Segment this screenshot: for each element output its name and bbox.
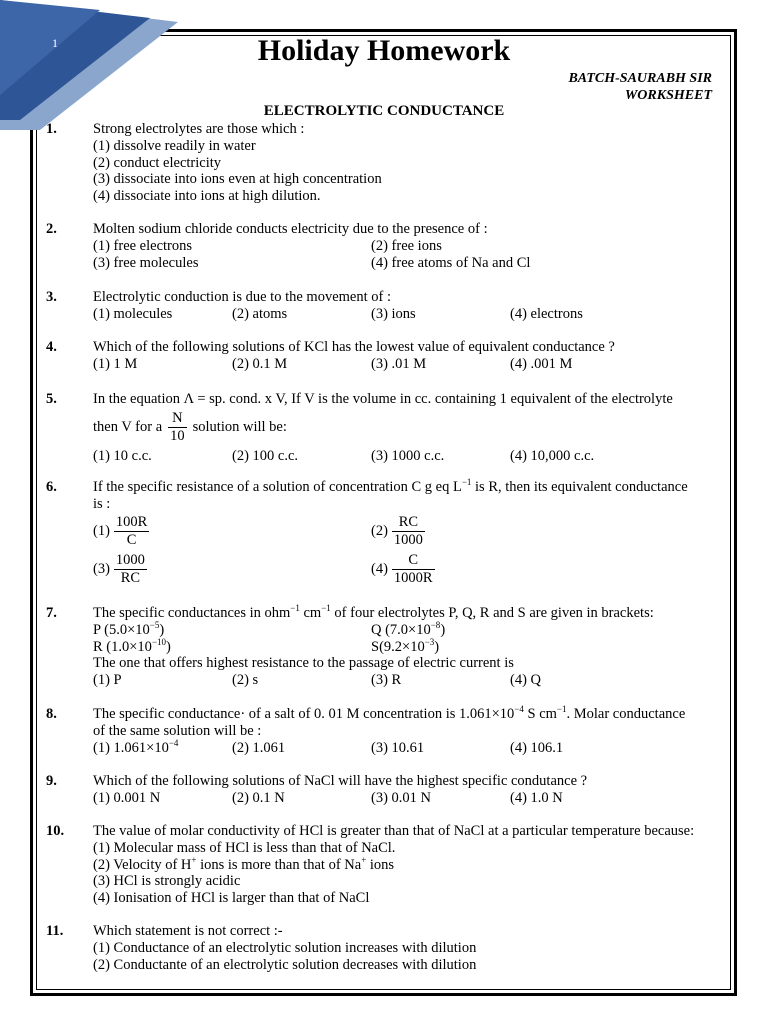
- option: (1) dissolve readily in water: [93, 137, 256, 154]
- option: (1) 10 c.c.: [93, 447, 152, 464]
- question-number: 8.: [46, 706, 57, 722]
- fraction: [392, 514, 425, 549]
- question-number: 4.: [46, 339, 57, 355]
- question-stem: [93, 706, 723, 723]
- worksheet-label: WORKSHEET: [624, 88, 712, 103]
- question-number: 1.: [46, 121, 57, 137]
- page-number: 1: [52, 36, 58, 50]
- fraction: [114, 552, 147, 587]
- question-number: 7.: [46, 605, 57, 621]
- option: (3) free molecules: [93, 254, 199, 271]
- option: (2) atoms: [232, 305, 288, 322]
- option-1: [93, 513, 371, 551]
- question-stem: [93, 605, 723, 622]
- option: (4) 1.0 N: [510, 789, 563, 806]
- option: (1) 1 M: [93, 355, 138, 372]
- option: (2) Conductante of an electrolytic solution decreases with dilution: [93, 956, 477, 973]
- option: (4) Q: [510, 672, 542, 689]
- question-stem: The value of molar conductivity of HCl is greater than that of NaCl at a particular temperature because:: [93, 823, 695, 839]
- option: (1) $1.061\times 10^{-4}$: [93, 737, 179, 756]
- option: (3) 10.61: [371, 739, 425, 756]
- stem-text: If the specific resistance of a solution of concentration C g eq L: [93, 479, 462, 495]
- option: (4) electrons: [510, 305, 583, 322]
- stem-text: The specific conductances in ohm: [93, 605, 291, 621]
- option: (3) R: [371, 672, 402, 689]
- fraction-numerator: 100R: [115, 514, 148, 531]
- option: (1) free electrons: [93, 237, 193, 254]
- option: (1) Conductance of an electrolytic solution increases with dilution: [93, 939, 477, 956]
- data-item: R $(1.0\times 10^{-10})$: [93, 636, 171, 655]
- option: (2) Velocity of H+ ions is more than that of Na+ ions: [93, 854, 395, 873]
- option-3: [93, 551, 371, 589]
- fraction-n-over-10: [168, 410, 187, 445]
- fraction-denominator: C: [126, 532, 137, 549]
- superscript: −1: [461, 477, 472, 488]
- page-title: Holiday Homework: [257, 34, 511, 67]
- batch-label: BATCH-SAURABH SIR: [568, 71, 712, 86]
- data-item: $S(9.2\times 10^{-3})$: [371, 636, 440, 655]
- question-stem-cont: of the same solution will be :: [93, 722, 262, 739]
- fraction-numerator: N: [168, 410, 187, 428]
- question-stem: In the equation Λ = sp. cond. x V, If V is the volume in cc. containing 1 equivalent of the electrolyte: [93, 391, 673, 407]
- option-label: (2): [371, 523, 388, 540]
- fraction-denominator: 10: [170, 428, 185, 445]
- option: (3) 0.01 N: [371, 789, 432, 806]
- question-stem: Which statement is not correct :-: [93, 923, 283, 939]
- question-stem-cont: is :: [93, 495, 111, 512]
- data-item: Q $(7.0\times 10^{-8})$: [371, 619, 446, 638]
- worksheet-subtitle: ELECTROLYTIC CONDUCTANCE: [263, 103, 505, 119]
- question-number: 6.: [46, 479, 57, 495]
- fraction-denominator: 1000R: [393, 570, 433, 587]
- option: (3) 1000 c.c.: [371, 447, 445, 464]
- option: (1) molecules: [93, 305, 173, 322]
- option: (4) 106.1: [510, 739, 564, 756]
- stem-text: is R, then its equivalent conductance: [471, 479, 688, 495]
- fraction-numerator: 1000: [115, 552, 145, 569]
- option: (2) 0.1 N: [232, 789, 285, 806]
- option-2: [371, 513, 427, 551]
- question-stem-cont: solution will be:: [192, 419, 287, 436]
- option: (1) Molecular mass of HCl is less than that of NaCl.: [93, 839, 396, 856]
- option: (2) s: [232, 672, 259, 689]
- stem-text: The specific conductance· of a salt of 0. 01 M concentration is 1.061×10: [93, 706, 515, 722]
- fraction-denominator: RC: [120, 570, 141, 587]
- fraction: [392, 552, 435, 587]
- option-4: [371, 551, 437, 589]
- option: (2) free ions: [371, 237, 442, 254]
- option: (3) .01 M: [371, 355, 427, 372]
- batch-info: [568, 70, 712, 104]
- fraction-numerator: C: [392, 552, 435, 570]
- option: (3) HCl is strongly acidic: [93, 873, 241, 890]
- question-number: 9.: [46, 773, 57, 789]
- question-stem: Molten sodium chloride conducts electricity due to the presence of :: [93, 221, 488, 237]
- option: (3) ions: [371, 305, 416, 322]
- question-number: 10.: [46, 823, 65, 839]
- fraction-numerator: RC: [392, 514, 425, 532]
- option: (2) 100 c.c.: [232, 447, 299, 464]
- question-stem: [93, 479, 723, 496]
- question-stem-cont: The one that offers highest resistance to the passage of electric current is: [93, 655, 514, 672]
- stem-text: S cm: [523, 706, 557, 722]
- question-number: 3.: [46, 289, 57, 305]
- question-stem: Which of the following solutions of KCl has the lowest value of equivalent conductance ?: [93, 339, 615, 355]
- question-stem: Electrolytic conduction is due to the movement of :: [93, 289, 391, 305]
- stem-text: . Molar conductance: [566, 706, 686, 722]
- data-item: P $(5.0\times 10^{-5})$: [93, 619, 165, 638]
- superscript: −4: [514, 704, 524, 715]
- option-label: (4): [371, 561, 388, 578]
- fraction-denominator: 1000: [393, 532, 423, 549]
- question-number: 11.: [46, 923, 64, 939]
- option: (2) 1.061: [232, 739, 286, 756]
- question-number: 5.: [46, 391, 57, 407]
- option: (2) conduct electricity: [93, 154, 222, 171]
- option: (4) 10,000 c.c.: [510, 447, 595, 464]
- stem-text: cm: [299, 605, 322, 621]
- option: (2) 0.1 M: [232, 355, 288, 372]
- stem-text: of four electrolytes P, Q, R and S are given in brackets:: [330, 605, 654, 621]
- option: (4) dissociate into ions at high dilution.: [93, 188, 321, 205]
- option: (1) P: [93, 672, 122, 689]
- option-label: (1): [93, 523, 110, 540]
- question-stem: Strong electrolytes are those which :: [93, 121, 305, 137]
- option: (4) Ionisation of HCl is larger than that of NaCl: [93, 890, 370, 907]
- option: (4) free atoms of Na and Cl: [371, 254, 531, 271]
- superscript: −1: [556, 704, 567, 715]
- option: (4) .001 M: [510, 355, 573, 372]
- superscript: −1: [290, 603, 300, 614]
- option: (1) 0.001 N: [93, 789, 161, 806]
- option-label: (3): [93, 561, 110, 578]
- fraction: [114, 514, 149, 549]
- superscript: −1: [321, 603, 331, 614]
- option: (3) dissociate into ions even at high concentration: [93, 171, 382, 188]
- question-stem: Which of the following solutions of NaCl will have the highest specific condutance ?: [93, 773, 588, 789]
- question-number: 2.: [46, 221, 57, 237]
- question-stem-cont: then V for a: [93, 419, 163, 436]
